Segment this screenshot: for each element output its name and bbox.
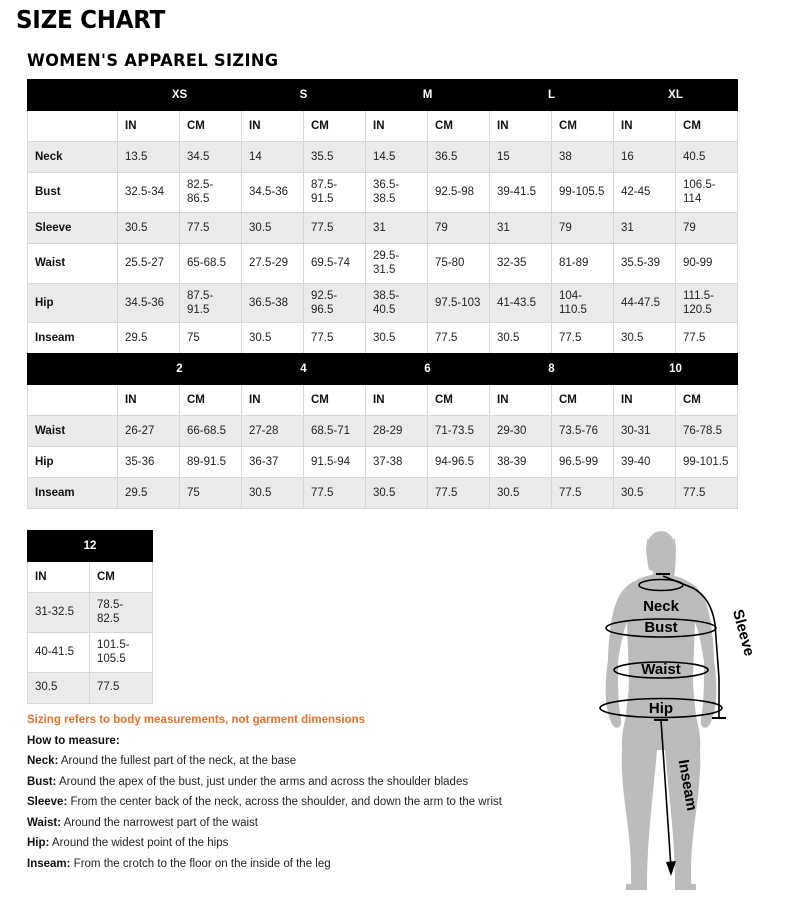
row-label-sleeve: Sleeve [28,212,118,243]
measurement-cell: 31 [490,212,552,243]
measurement-cell: 30.5 [490,323,552,354]
measure-note-text: Around the apex of the bust, just under the arms and across the shoulder blades [56,775,469,788]
measurement-cell: 77.5 [676,323,738,354]
measurement-cell: 92.5-98 [428,173,490,213]
size-header-XL: XL [614,80,738,111]
size-header-S: S [242,80,366,111]
table-row [28,243,738,283]
measurement-cell: 99-101.5 [676,447,738,478]
unit-header-in: IN [490,385,552,416]
table-row [28,173,738,213]
measurement-cell: 78.5-82.5 [90,593,153,633]
page-title: SIZE CHART [16,5,166,34]
measurement-cell: 77.5 [180,212,242,243]
measure-note-text: From the crotch to the floor on the inside of the leg [70,857,331,870]
measurement-cell: 35.5-39 [614,243,676,283]
measurement-cell: 29.5 [118,323,180,354]
measurement-cell: 13.5 [118,142,180,173]
table-header-sizes [28,80,738,111]
row-label-hip: Hip [28,283,118,323]
measurement-cell: 39-41.5 [490,173,552,213]
measurement-cell: 36.5-38.5 [366,173,428,213]
how-to-measure-heading: How to measure: [27,734,120,747]
measurement-cell: 97.5-103 [428,283,490,323]
unit-row-blank-cell [28,111,118,142]
measurement-cell: 30.5 [28,672,90,703]
unit-header-cm: CM [90,562,153,593]
measure-note-hip [27,833,527,854]
unit-header-cm: CM [180,385,242,416]
measure-note-neck [27,751,527,772]
measurement-cell: 41-43.5 [490,283,552,323]
measurement-cell: 29-30 [490,416,552,447]
measurement-cell: 29.5-31.5 [366,243,428,283]
measurement-cell: 76-78.5 [676,416,738,447]
measurement-cell: 34.5-36 [118,283,180,323]
measurement-cell: 77.5 [552,478,614,509]
measurement-cell: 14 [242,142,304,173]
size-header-L: L [490,80,614,111]
measurement-cell: 87.5-91.5 [180,283,242,323]
measurement-cell: 106.5-114 [676,173,738,213]
measurement-cell: 35.5 [304,142,366,173]
size-header-M: M [366,80,490,111]
measurement-cell: 82.5-86.5 [180,173,242,213]
unit-header-in: IN [242,111,304,142]
measurement-cell: 14.5 [366,142,428,173]
measurement-cell: 16 [614,142,676,173]
measurement-cell: 37-38 [366,447,428,478]
unit-header-in: IN [118,385,180,416]
measurement-cell: 77.5 [90,672,153,703]
table-row [28,478,738,509]
label-waist: Waist [641,661,681,678]
measurement-cell: 31 [366,212,428,243]
measure-note-sleeve [27,792,527,813]
measurement-cell: 31 [614,212,676,243]
label-inseam: Inseam [674,758,701,813]
measurement-cell: 29.5 [118,478,180,509]
measure-note-text: Around the widest point of the hips [49,837,229,849]
measure-note-waist [27,813,527,834]
table-row [28,283,738,323]
unit-header-cm: CM [428,111,490,142]
unit-header-in: IN [28,562,90,593]
numeric-size-table [27,353,738,509]
measurement-cell: 66-68.5 [180,416,242,447]
unit-row-blank-cell [28,385,118,416]
unit-header-in: IN [614,111,676,142]
measure-note-bust [27,772,527,793]
measure-note-text: Around the narrowest part of the waist [61,816,258,829]
measurement-cell: 36-37 [242,447,304,478]
size-header-XS: XS [118,80,242,111]
measurement-cell: 92.5-96.5 [304,283,366,323]
unit-header-in: IN [490,111,552,142]
measurement-cell: 30-31 [614,416,676,447]
row-label-neck: Neck [28,142,118,173]
measurement-cell: 96.5-99 [552,447,614,478]
measurement-cell: 39-40 [614,447,676,478]
measure-note-term: Hip: [27,837,50,849]
label-neck: Neck [643,598,679,615]
label-hip: Hip [648,700,674,717]
size-header-6: 6 [366,354,490,385]
measurement-cell: 90-99 [676,243,738,283]
measurement-cell: 94-96.5 [428,447,490,478]
label-sleeve: Sleeve [728,607,758,658]
measurement-cell: 15 [490,142,552,173]
measurement-cell: 77.5 [304,323,366,354]
unit-header-cm: CM [304,385,366,416]
measure-note-term: Bust: [27,775,57,788]
table-row [28,142,738,173]
measure-note-inseam [27,854,527,875]
unit-header-cm: CM [676,111,738,142]
measurement-cell: 30.5 [118,212,180,243]
measurement-cell: 75 [180,323,242,354]
measurement-cell: 65-68.5 [180,243,242,283]
label-bust: Bust [644,619,678,636]
size-header-8: 8 [490,354,614,385]
measurement-cell: 101.5-105.5 [90,632,153,672]
numeric-size-table-continued [27,530,153,704]
measure-note-text: From the center back of the neck, across the shoulder, and down the arm to the wrist [67,796,502,808]
table-row [28,447,738,478]
row-label-bust: Bust [28,173,118,213]
measurement-cell: 30.5 [242,323,304,354]
sizing-disclaimer: Sizing refers to body measurements, not garment dimensions [27,714,366,726]
row-label-waist: Waist [28,243,118,283]
row-label-inseam: Inseam [28,323,118,354]
measurement-cell: 31-32.5 [28,593,90,633]
table-row [28,672,153,703]
measurement-cell: 69.5-74 [304,243,366,283]
measurement-cell: 32-35 [490,243,552,283]
measurement-cell: 71-73.5 [428,416,490,447]
measurement-cell: 77.5 [428,323,490,354]
measurement-cell: 77.5 [552,323,614,354]
unit-header-cm: CM [428,385,490,416]
measurement-cell: 44-47.5 [614,283,676,323]
measurement-cell: 38-39 [490,447,552,478]
table-row [28,593,153,633]
unit-header-in: IN [614,385,676,416]
measurement-cell: 77.5 [304,478,366,509]
measurement-cell: 34.5 [180,142,242,173]
measurement-cell: 27-28 [242,416,304,447]
table-row [28,323,738,354]
size-header-4: 4 [242,354,366,385]
measurement-cell: 36.5 [428,142,490,173]
measurement-cell: 38.5-40.5 [366,283,428,323]
measurement-cell: 35-36 [118,447,180,478]
measurement-cell: 91.5-94 [304,447,366,478]
alpha-size-table [27,79,738,354]
measure-note-term: Inseam: [27,857,71,870]
measurement-cell: 77.5 [428,478,490,509]
table-header-sizes [28,531,153,562]
header-corner-cell [28,354,118,385]
unit-header-cm: CM [552,385,614,416]
measurement-cell: 77.5 [676,478,738,509]
header-corner-cell [28,80,118,111]
measurement-cell: 27.5-29 [242,243,304,283]
measurement-cell: 111.5-120.5 [676,283,738,323]
measurement-cell: 79 [552,212,614,243]
table-header-sizes [28,354,738,385]
row-label-inseam: Inseam [28,478,118,509]
table-row [28,632,153,672]
measurement-cell: 79 [676,212,738,243]
measurement-cell: 81-89 [552,243,614,283]
measurement-cell: 30.5 [366,478,428,509]
measurement-cell: 68.5-71 [304,416,366,447]
measurement-cell: 99-105.5 [552,173,614,213]
unit-header-cm: CM [304,111,366,142]
measurement-cell: 40.5 [676,142,738,173]
size-header-12: 12 [28,531,153,562]
section-title: WOMEN'S APPAREL SIZING [27,51,279,71]
measurement-cell: 26-27 [118,416,180,447]
measurement-cell: 73.5-76 [552,416,614,447]
measurement-cell: 30.5 [242,212,304,243]
measurement-cell: 75 [180,478,242,509]
measure-note-term: Neck: [27,755,59,767]
measurement-cell: 89-91.5 [180,447,242,478]
unit-header-in: IN [366,111,428,142]
unit-header-cm: CM [552,111,614,142]
measurement-cell: 36.5-38 [242,283,304,323]
measurement-cell: 30.5 [366,323,428,354]
size-header-10: 10 [614,354,738,385]
measurement-cell: 32.5-34 [118,173,180,213]
measurement-cell: 28-29 [366,416,428,447]
table-header-units [28,385,738,416]
unit-header-cm: CM [180,111,242,142]
body-diagram [543,528,793,908]
measurement-cell: 30.5 [490,478,552,509]
row-label-waist: Waist [28,416,118,447]
measure-note-term: Sleeve: [27,796,68,808]
measure-note-text: Around the fullest part of the neck, at the base [58,755,297,767]
measurement-cell: 42-45 [614,173,676,213]
measurement-cell: 38 [552,142,614,173]
row-label-hip: Hip [28,447,118,478]
size-header-2: 2 [118,354,242,385]
measurement-cell: 79 [428,212,490,243]
measurement-cell: 30.5 [614,323,676,354]
measurement-cell: 30.5 [614,478,676,509]
unit-header-cm: CM [676,385,738,416]
unit-header-in: IN [366,385,428,416]
table-header-units [28,111,738,142]
table-header-units [28,562,153,593]
measurement-cell: 25.5-27 [118,243,180,283]
measurement-cell: 104-110.5 [552,283,614,323]
unit-header-in: IN [242,385,304,416]
measurement-cell: 30.5 [242,478,304,509]
table-row [28,416,738,447]
measurement-cell: 34.5-36 [242,173,304,213]
unit-header-in: IN [118,111,180,142]
measurement-cell: 40-41.5 [28,632,90,672]
measurement-cell: 77.5 [304,212,366,243]
measure-note-term: Waist: [27,816,62,829]
how-to-measure-notes [27,710,527,874]
table-row [28,212,738,243]
measurement-cell: 87.5-91.5 [304,173,366,213]
measurement-cell: 75-80 [428,243,490,283]
